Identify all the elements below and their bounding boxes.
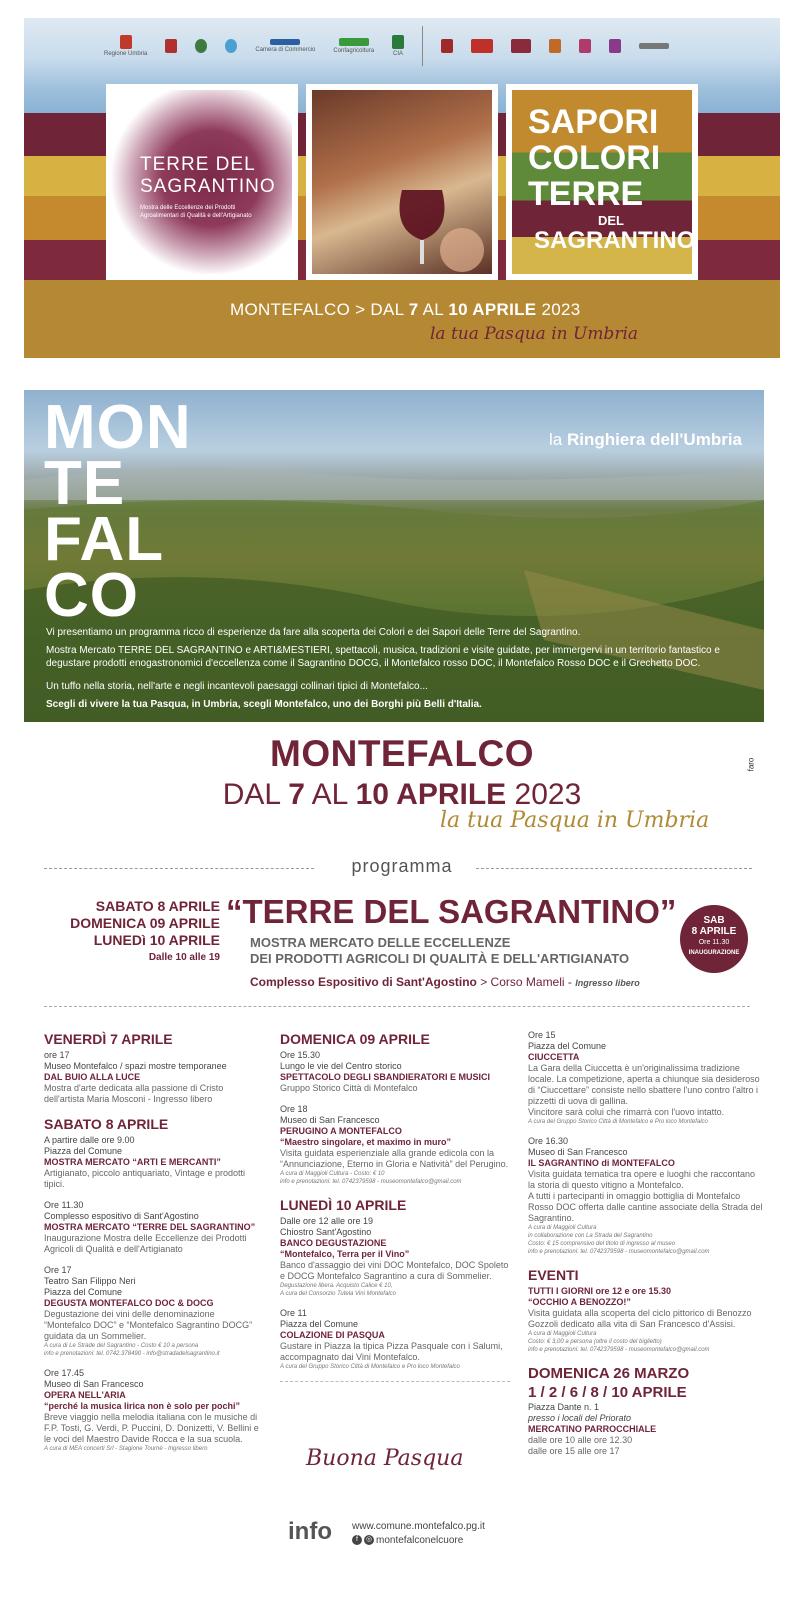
sponsor-logos: [104, 26, 704, 66]
intro-paragraph-3: Un tuffo nella storia, nell'arte e negli incantevoli paesaggi collinari tipici di Montefalco...: [46, 681, 428, 692]
montefalco-vertical-2: TE: [44, 449, 126, 518]
footer-links: [352, 1520, 485, 1548]
event-description: Artigianato, piccolo antiquariato, Vintage e prodotti tipici.: [44, 1168, 245, 1189]
event-subtitle: “Maestro singolare, et maximo in muro”: [280, 1137, 452, 1147]
event-description: Gustare in Piazza la tipica Pizza Pasquale con i Salumi, accompagnato dai Vini Montefalco.: [280, 1341, 503, 1362]
divider: [44, 1006, 750, 1007]
feature-free-entry: Ingresso libero: [575, 978, 640, 988]
inauguration-badge: [680, 905, 748, 973]
event-cost: Costo: € 3,00 a persona (oltre il costo del biglietto): [528, 1339, 662, 1345]
logo-10: [511, 39, 531, 53]
tile3-colori: COLORI: [528, 139, 661, 177]
event-item: [528, 1030, 763, 1126]
event-item: [44, 1368, 264, 1453]
event-item: [528, 1136, 763, 1256]
banner-dates: [230, 300, 581, 320]
event-place: Museo di San Francesco: [280, 1115, 380, 1125]
event-time: TUTTI I GIORNI ore 12 e ore 15.30: [528, 1286, 672, 1296]
event-time: Ore 17.45: [44, 1368, 85, 1378]
event-time: A partire dalle ore 9.00: [44, 1135, 135, 1145]
event-name: SPETTACOLO DEGLI SBANDIERATORI E MUSICI: [280, 1072, 491, 1082]
event-place-2: presso i locali del Priorato: [528, 1413, 632, 1423]
tile1-title-line1: TERRE DEL: [140, 154, 256, 175]
event-organizer: A cura del Gruppo Storico Città di Montefalco e Pro loco Montefalco: [280, 1364, 460, 1370]
event-description: Visita guidata tematica tra opere e luoghi che raccontano la storia di questo vitigno a Montefalco.: [528, 1169, 755, 1190]
event-item: [280, 1104, 510, 1186]
feature-day-2: DOMENICA 09 APRILE: [70, 915, 220, 931]
feature-hours: Dalle 10 alle 19: [148, 952, 220, 963]
event-item: [280, 1216, 510, 1298]
event-time: Ore 15: [528, 1030, 556, 1040]
market-date: DOMENICA 26 MARZO: [528, 1365, 690, 1382]
feature-day-3: LUNEDì 10 APRILE: [93, 932, 220, 948]
logo-4: [225, 39, 237, 53]
banner-tagline: la tua Pasqua in Umbria: [430, 324, 639, 344]
top-banner: [24, 18, 780, 358]
event-place: Teatro San Filippo Neri: [44, 1276, 136, 1286]
feature-day-1: SABATO 8 APRILE: [95, 898, 220, 914]
badge-label: INAUGURAZIONE: [688, 950, 740, 956]
event-time: Ore 18: [280, 1104, 308, 1114]
landscape-panel: [24, 390, 764, 722]
ringhiera-prefix: la: [549, 430, 567, 449]
event-item: [44, 1200, 264, 1255]
event-place: Museo Montefalco / spazi mostre temporanee: [44, 1061, 227, 1071]
event-hours-1: dalle ore 10 alle ore 12.30: [528, 1435, 633, 1445]
dates-end: 10 APRILE: [355, 778, 507, 811]
event-description-2: Vincitore sarà colui che rimarrà con l'uovo intatto.: [528, 1107, 725, 1117]
event-contact: info e prenotazioni: tel. 0742.378490 - info@stradadelsagrantino.it: [44, 1351, 220, 1357]
event-item: [528, 1286, 763, 1354]
website-link[interactable]: www.comune.montefalco.pg.it: [352, 1521, 485, 1532]
tile1-title-line2: SAGRANTINO: [140, 176, 276, 197]
event-name: MERCATINO PARROCCHIALE: [528, 1424, 657, 1434]
tile-terre-del-sagrantino: [106, 84, 298, 280]
tile1-subtitle: Mostra delle Eccellenze dei Prodotti Agroalimentari di Qualità e dell'Artigianato: [140, 205, 252, 219]
badge-date: 8 APRILE: [691, 926, 737, 937]
event-name: PERUGINO A MONTEFALCO: [280, 1126, 402, 1136]
feature-place-street: > Corso Mameli -: [476, 975, 576, 989]
tile3-sapori: SAPORI: [528, 103, 659, 141]
event-name: CIUCCETTA: [528, 1052, 580, 1062]
faro-credit: faro: [746, 757, 756, 772]
logo-regione-umbria: [104, 35, 147, 57]
feature-place: [250, 975, 640, 989]
event-place: Museo di San Francesco: [44, 1379, 144, 1389]
montefalco-vertical-4: CO: [44, 561, 139, 630]
dates-dal: DAL: [222, 778, 289, 811]
event-organizer: A cura di Maggioli Cultura: [528, 1225, 597, 1231]
market-dates: 1 / 2 / 6 / 8 / 10 APRILE: [528, 1384, 687, 1401]
event-item: [44, 1135, 264, 1190]
montefalco-vertical-1: MON: [44, 393, 192, 462]
event-description: Gruppo Storico Città di Montefalco: [280, 1083, 418, 1093]
intro-paragraph-1: Vi presentiamo un programma ricco di esperienze da fare alla scoperta dei Colori e dei Sapori delle Terre del Sagrantino.: [46, 627, 581, 638]
event-note: Degustazione libera. Acquisto Calice € 10,: [280, 1283, 393, 1289]
logo-2: [165, 39, 177, 53]
day-heading: SABATO 8 APRILE: [44, 1116, 169, 1132]
event-time: ore 17: [44, 1050, 70, 1060]
event-contact: info e prenotazioni: tel. 0742379598 - museomontefalco@gmail.com: [280, 1179, 462, 1185]
main-title: MONTEFALCO: [270, 733, 534, 774]
event-place-2: Piazza del Comune: [44, 1287, 123, 1297]
montefalco-vertical-3: FAL: [44, 505, 165, 574]
event-contact: info e prenotazioni: tel. 0742379598 - museomontefalco@gmail.com: [528, 1347, 710, 1353]
event-place: Chiostro Sant'Agostino: [280, 1227, 372, 1237]
event-time: Ore 17: [44, 1265, 72, 1275]
feature-subtitle-2: DEI PRODOTTI AGRICOLI DI QUALITÀ E DELL'ARTIGIANATO: [250, 951, 630, 966]
logo-label: Camera di Commercio: [255, 47, 316, 53]
logo-label: Regione Umbria: [104, 51, 148, 57]
schedule-column-2: [280, 1030, 510, 1392]
buona-pasqua: Buona Pasqua: [306, 1446, 464, 1471]
event-description: Visita guidata esperienziale alla grande edicola con la “Annunciazione, Eterno in Gloria e Natività” del Perugino.: [280, 1148, 509, 1169]
main-tagline: la tua Pasqua in Umbria: [440, 808, 710, 833]
event-organizer: A cura di MEA concerti Srl - Stagione Tournè - Ingresso libero: [44, 1446, 208, 1452]
event-place: Lungo le vie del Centro storico: [280, 1061, 402, 1071]
programma-label: programma: [351, 856, 453, 876]
event-name: COLAZIONE DI PASQUA: [280, 1330, 385, 1340]
banner-year: 2023: [536, 300, 581, 319]
event-organizer: A cura del Consorzio Tutela Vini Montefalco: [280, 1291, 396, 1297]
tile3-del: DEL: [598, 213, 624, 228]
event-subtitle: “perché la musica lirica non è solo per pochi”: [44, 1401, 241, 1411]
event-time: Dalle ore 12 alle ore 19: [280, 1216, 374, 1226]
event-description: Degustazione dei vini delle denominazione “Montefalco DOC” e “Montefalco Sagrantino DOCG” guidata da un Sommelier.: [44, 1309, 253, 1341]
event-item: [280, 1308, 510, 1371]
event-name: BANCO DEGUSTAZIONE: [280, 1238, 387, 1248]
event-partner: in collaborazione con La Strada del Sagrantino: [528, 1233, 653, 1239]
tile3-sagrantino: SAGRANTINO: [534, 227, 696, 254]
tile-fresco-photo: [306, 84, 498, 280]
logo-8: [441, 39, 453, 53]
divider-right: [476, 868, 752, 869]
intro-paragraph-2: Mostra Mercato TERRE DEL SAGRANTINO e ARTI&MESTIERI, spettacoli, musica, tradizioni e visite guidate, per immergervi in un territorio fantastico e degustare prodotti enogastronomici d'eccellenza come il Sagrantino DOCG, il Montefalco rosso DOC, il Montefalco Rosso DOC e il Grechetto DOC.: [46, 645, 720, 669]
event-description: Mostra d'arte dedicata alla passione di Cristo dell'artista Maria Mosconi - Ingresso libero: [44, 1083, 224, 1104]
event-organizer: A cura del Gruppo Storico Città di Montefalco e Pro loco Montefalco: [528, 1119, 708, 1125]
event-time: Ore 11: [280, 1308, 307, 1318]
event-name: “OCCHIO A BENOZZO!”: [528, 1297, 631, 1307]
day-heading: DOMENICA 09 APRILE: [280, 1031, 430, 1047]
logo-12: [579, 39, 591, 53]
event-name: MOSTRA MERCATO “ARTI E MERCANTI”: [44, 1157, 221, 1167]
event-place: Piazza del Comune: [280, 1319, 359, 1329]
ringhiera-bold: Ringhiera dell'Umbria: [566, 430, 742, 449]
facebook-icon[interactable]: f: [352, 1535, 362, 1545]
day-heading: VENERDÌ 7 APRILE: [44, 1031, 173, 1047]
event-time: Ore 16.30: [528, 1136, 569, 1146]
main-dates: [0, 778, 804, 812]
event-hours-2: dalle ore 15 alle ore 17: [528, 1446, 620, 1456]
schedule-column-3: [528, 1030, 763, 1467]
event-place: Complesso espositivo di Sant'Agostino: [44, 1211, 199, 1221]
feature-days: [40, 898, 220, 966]
event-name: MOSTRA MERCATO “TERRE DEL SAGRANTINO”: [44, 1222, 256, 1232]
logo-label: CIA: [393, 51, 404, 57]
logo-separator: [422, 26, 423, 66]
event-organizer: A cura di Le Strade del Sagrantino - Costo € 10 a persona: [44, 1343, 199, 1349]
info-label: info: [288, 1518, 332, 1545]
dates-year: 2023: [506, 778, 582, 811]
feature-place-name: Complesso Espositivo di Sant'Agostino: [250, 975, 477, 989]
event-organizer: A cura di Maggioli Cultura: [528, 1331, 597, 1337]
event-name: IL SAGRANTINO di MONTEFALCO: [528, 1158, 675, 1168]
tile1-title: [140, 154, 276, 198]
logo-14: [639, 43, 669, 49]
intro-paragraph-4: Scegli di vivere la tua Pasqua, in Umbria, scegli Montefalco, uno dei Borghi più Belli d'Italia.: [46, 699, 482, 710]
tile3-terre: TERRE: [528, 175, 644, 213]
event-description: Banco d'assaggio dei vini DOC Montefalco, DOC Spoleto e DOCG Montefalco Sagrantino a cura di Sommelier.: [280, 1260, 509, 1281]
badge-time: Ore 11.30: [698, 939, 730, 946]
logo-cia: [392, 35, 404, 57]
logo-label: Confagricoltura: [333, 48, 375, 54]
event-description: Breve viaggio nella melodia italiana con le musiche di F.P. Tosti, G. Verdi, P. Puccini, D. Donizetti, V. Bellini e le voci del Maestro Davide Rocca e la sua scuola.: [44, 1412, 259, 1444]
instagram-icon[interactable]: ◎: [365, 1536, 373, 1544]
wine-glass-icon: [312, 90, 492, 274]
social-row: [352, 1534, 485, 1548]
event-description: La Gara della Ciuccetta è un'originalissima tradizione locale. La competizione, aperta a chiunque sia desideroso di “Ciuccettare” consiste nello sbattere l'uno contro l'altro i pizzetti di uova di gallina.: [528, 1063, 760, 1106]
eventi-heading: EVENTI: [528, 1267, 579, 1283]
fresco-wine-image: [312, 90, 492, 274]
social-handle[interactable]: montefalconelcuore: [376, 1535, 464, 1546]
banner-date-end: 10 APRILE: [448, 300, 537, 319]
event-item: [44, 1265, 264, 1358]
dates-al: AL: [304, 778, 356, 811]
event-name: OPERA NELL'ARIA: [44, 1390, 126, 1400]
logo-11: [549, 39, 561, 53]
event-description-2: A tutti i partecipanti in omaggio bottiglia di Montefalco Rosso DOC offerta dalle cantine associate della Strada del Sagrantino.: [528, 1191, 763, 1223]
feature-subtitle-1: MOSTRA MERCATO DELLE ECCELLENZE: [250, 935, 511, 950]
feature-subtitle: [250, 935, 629, 967]
event-item: [44, 1050, 264, 1105]
logo-13: [609, 39, 621, 53]
feature-title: “TERRE DEL SAGRANTINO”: [226, 893, 677, 930]
event-place: Piazza del Comune: [528, 1041, 607, 1051]
event-place: Piazza del Comune: [44, 1146, 123, 1156]
event-time: Ore 11.30: [44, 1200, 84, 1210]
event-place: Museo di San Francesco: [528, 1147, 628, 1157]
badge-day: SAB: [703, 915, 725, 926]
event-organizer: A cura di Maggioli Cultura - Costo: € 10: [280, 1171, 385, 1177]
logo-9: [471, 39, 493, 53]
banner-date-start: 7: [408, 300, 419, 319]
banner-dates-mid: AL: [418, 300, 449, 319]
event-name: DAL BUIO ALLA LUCE: [44, 1072, 141, 1082]
event-contact: info e prenotazioni: tel. 0742379598 - museomontefalco@gmail.com: [528, 1249, 710, 1255]
event-time: Ore 15.30: [280, 1050, 321, 1060]
logo-confagricoltura: [333, 38, 374, 54]
event-item: [528, 1402, 763, 1457]
logo-3: [195, 39, 207, 53]
event-place: Piazza Dante n. 1: [528, 1402, 600, 1412]
schedule-column-1: [44, 1030, 264, 1463]
event-cost: Costo: € 15 comprensivo del titolo di ingresso al museo: [528, 1241, 676, 1247]
event-subtitle: “Montefalco, Terra per il Vino”: [280, 1249, 410, 1259]
logo-camera-commercio: [255, 39, 315, 53]
dates-start: 7: [288, 778, 305, 811]
banner-dates-prefix: MONTEFALCO > DAL: [230, 300, 409, 319]
divider: [280, 1381, 510, 1382]
day-heading: LUNEDÌ 10 APRILE: [280, 1197, 407, 1213]
event-item: [280, 1050, 510, 1094]
event-description: Inaugurazione Mostra delle Eccellenze dei Prodotti Agricoli di Qualità e dell'Artigianato: [44, 1233, 247, 1254]
event-description: Visita guidata alla scoperta del ciclo pittorico di Benozzo Gozzoli dedicato alla vita di San Francesco d'Assisi.: [528, 1308, 752, 1329]
tile-sapori-colori: [506, 84, 698, 280]
event-name: DEGUSTA MONTEFALCO DOC & DOCG: [44, 1298, 214, 1308]
ringhiera-tagline: [549, 430, 742, 450]
